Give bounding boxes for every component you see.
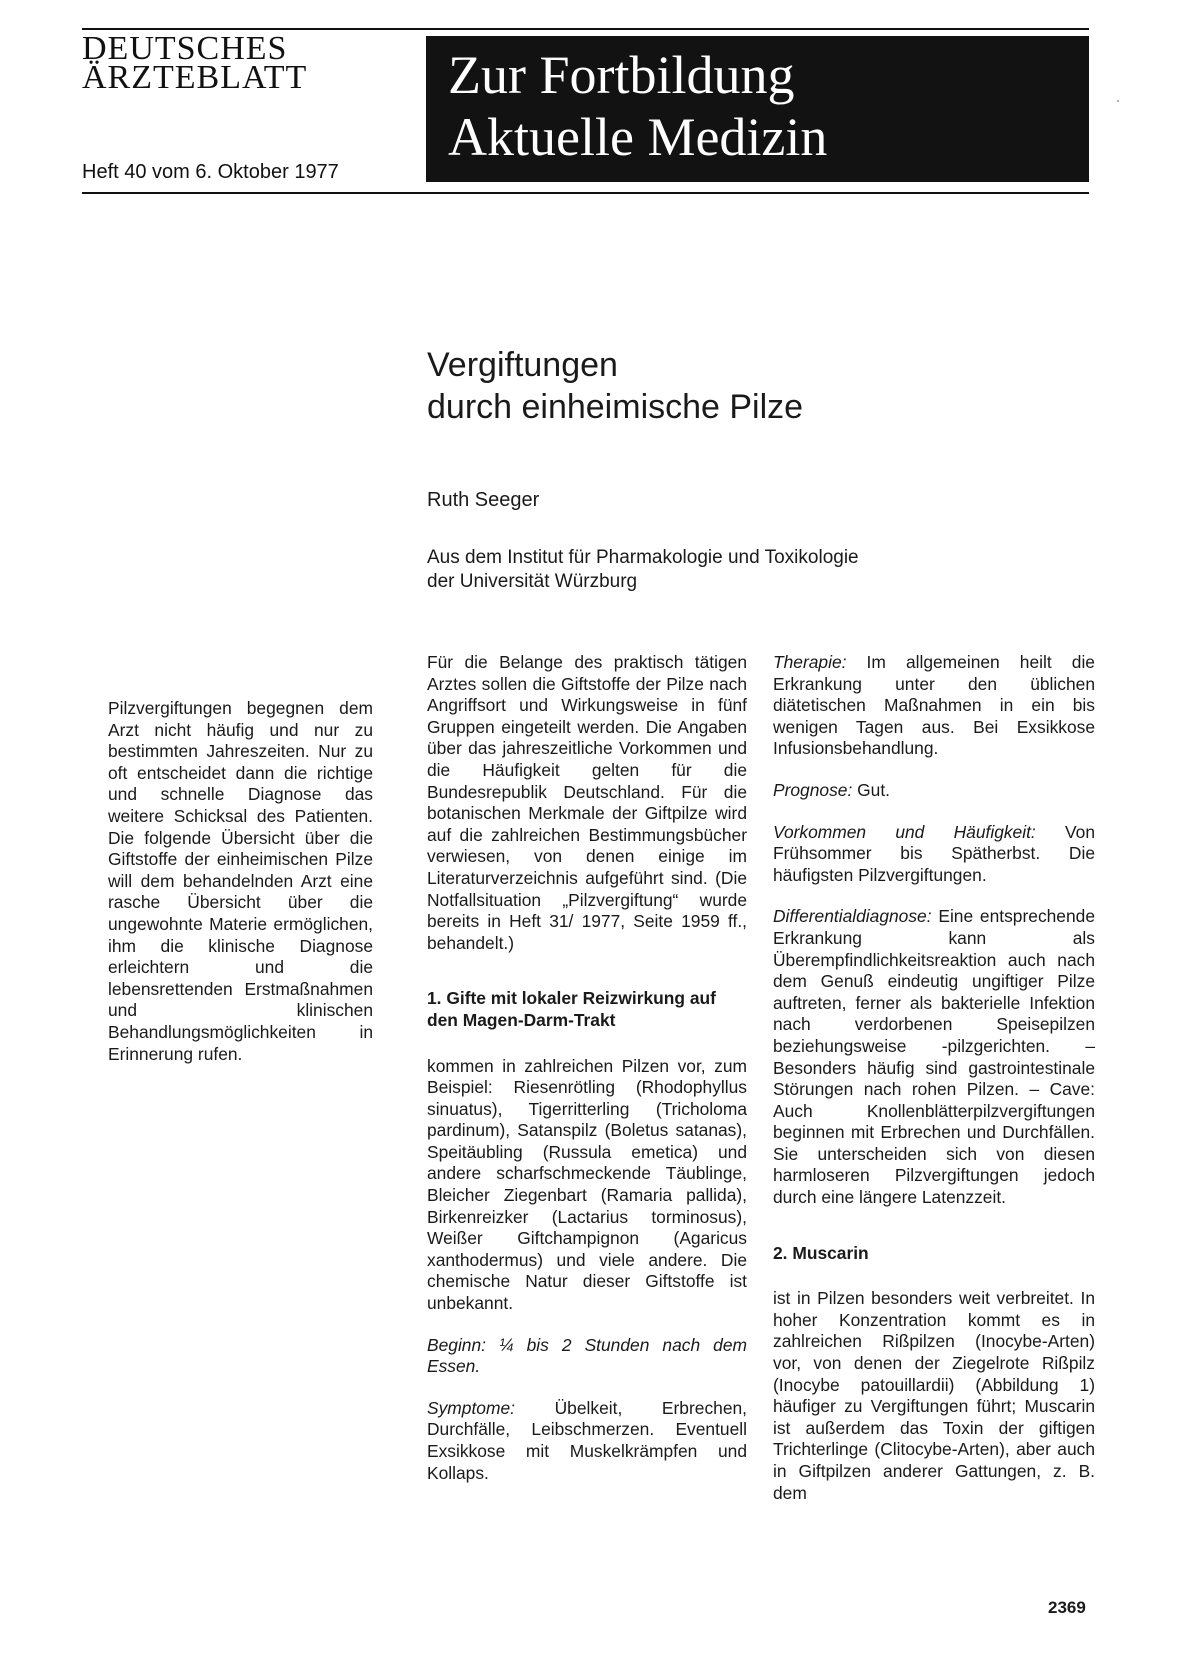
section-heading-2: 2. Muscarin: [773, 1242, 869, 1263]
section-banner-line1: Zur Fortbildung: [448, 45, 795, 105]
differentialdiagnose-text: Eine entsprechende Erkrankung kann als Überempfindlichkeitsreaktion auch nach dem Genuß eindeutig ungiftiger Pilze auftreten, ferner als bakterielle Infektion nach verdorbenen Speisepilzen beziehungsweise -pilzgerichten. – Besonders häufig sind gastrointestinale Störungen nach rohen Pilzen. – Cave: Auch Knollenblätterpilzvergiftungen beginnen mit Erbrechen und Durchfällen. Sie unterscheiden sich von diesen harmloseren Pilzvergiftungen jedoch durch eine längere Latenzzeit.: [773, 906, 1095, 1208]
abstract-column: [108, 698, 373, 1065]
article-title: [427, 344, 803, 428]
page-number: 2369: [1048, 1598, 1086, 1617]
article-author: Ruth Seeger: [427, 489, 540, 511]
article-affiliation: [427, 546, 859, 594]
symptome-paragraph: [427, 1398, 747, 1484]
prognose-paragraph: [773, 780, 1095, 802]
prognose-text: Gut.: [857, 779, 890, 800]
journal-logo: [82, 30, 412, 96]
affiliation-line1: Aus dem Institut für Pharmakologie und Toxikologie: [427, 547, 859, 568]
article-title-line2: durch einheimische Pilze: [427, 388, 804, 426]
differentialdiagnose-label: Differentialdiagnose:: [773, 906, 932, 927]
section-heading-1: 1. Gifte mit lokaler Reizwirkung auf den Magen-Darm-Trakt: [427, 988, 716, 1030]
symptome-label: Symptome:: [427, 1397, 515, 1418]
article-title-line1: Vergiftungen: [427, 346, 618, 384]
affiliation-line2: der Universität Würzburg: [427, 571, 638, 592]
text-column-3: [773, 652, 1095, 1504]
abstract-text: Pilzvergiftungen begegnen dem Arzt nicht häufig und nur zu bestimmten Jahreszeiten. Nur zu oft entscheidet dann die richtige und schnelle Diagnose das weitere Schicksal des Patienten. Die folgende Übersicht über die Giftstoffe der einheimischen Pilze will dem behandelnden Arzt eine rasche Übersicht über die ungewohnte Materie ermöglichen, ihm die klinische Diagnose erleichtern und die lebensrettenden Erstmaßnahmen und klinischen Behandlungsmöglichkeiten in Erinnerung rufen.: [108, 698, 373, 1064]
issue-info: Heft 40 vom 6. Oktober 1977: [82, 161, 339, 183]
therapie-label: Therapie:: [773, 652, 847, 672]
section-banner-line2: Aktuelle Medizin: [448, 107, 828, 167]
section-banner: [426, 36, 1089, 182]
symptome-text: Übelkeit, Erbrechen, Durchfälle, Leibschmerzen. Eventuell Exsikkose mit Muskelkrämpfen und Kollaps.: [427, 1397, 747, 1483]
text-column-2: [427, 652, 747, 1484]
vorkommen-text: Von Frühsommer bis Spätherbst. Die häufigsten Pilzvergiftungen.: [773, 821, 1095, 885]
therapie-text: Im allgemeinen heilt die Erkrankung unter den üblichen diätetischen Maßnahmen in ein bis wenigen Tagen aus. Bei Exsikkose Infusionsbehandlung.: [773, 652, 1095, 759]
vorkommen-paragraph: [773, 822, 1095, 887]
beginn-paragraph: Beginn: ¼ bis 2 Stunden nach dem Essen.: [427, 1334, 747, 1377]
prognose-label: Prognose:: [773, 779, 853, 800]
journal-logo-line1: DEUTSCHES: [82, 30, 288, 67]
masthead-bottom-rule: [82, 192, 1089, 194]
print-speck: [1117, 100, 1119, 102]
therapie-paragraph: [773, 652, 1095, 760]
intro-paragraph: Für die Belange des praktisch tätigen Arztes sollen die Giftstoffe der Pilze nach Angriffsort und Wirkungsweise in fünf Gruppen eingeteilt werden. Die Angaben über das jahreszeitliche Vorkommen und die Häufigkeit gelten für die Bundesrepublik Deutschland. Für die botanischen Merkmale der Giftpilze wird auf die zahlreichen Bestimmungsbücher verwiesen, von denen einige im Literaturverzeichnis aufgeführt sind. (Die Notfallsituation „Pilzvergiftung“ wurde bereits in Heft 31/ 1977, Seite 1959 ff., behandelt.): [427, 652, 747, 953]
section-1-body: kommen in zahlreichen Pilzen vor, zum Beispiel: Riesenrötling (Rhodophyllus sinuatus), Tigerritterling (Tricholoma pardinum), Satanspilz (Boletus satanas), Speitäubling (Russula emetica) und andere scharfschmeckende Täublinge, Bleicher Ziegenbart (Ramaria pallida), Birkenreizker (Lactarius torminosus), Weißer Giftchampignon (Agaricus xanthodermus) und viele andere. Die chemische Natur dieser Giftstoffe ist unbekannt.: [427, 1055, 747, 1314]
differentialdiagnose-paragraph: [773, 906, 1095, 1208]
section-2-body: ist in Pilzen besonders weit verbreitet. In hoher Konzentration kommt es in zahlreichen Rißpilzen (Inocybe-Arten) vor, von denen der Ziegelrote Rißpilz (Inocybe patouillardii) (Abbildung 1) häufiger zu Vergiftungen führt; Muscarin ist außerdem das Toxin der giftigen Trichterlinge (Clitocybe-Arten), aber auch in Giftpilzen anderer Gattungen, z. B. dem: [773, 1288, 1095, 1503]
journal-logo-line2: ÄRZTEBLATT: [82, 59, 308, 96]
vorkommen-label: Vorkommen und Häufigkeit:: [773, 821, 1036, 842]
